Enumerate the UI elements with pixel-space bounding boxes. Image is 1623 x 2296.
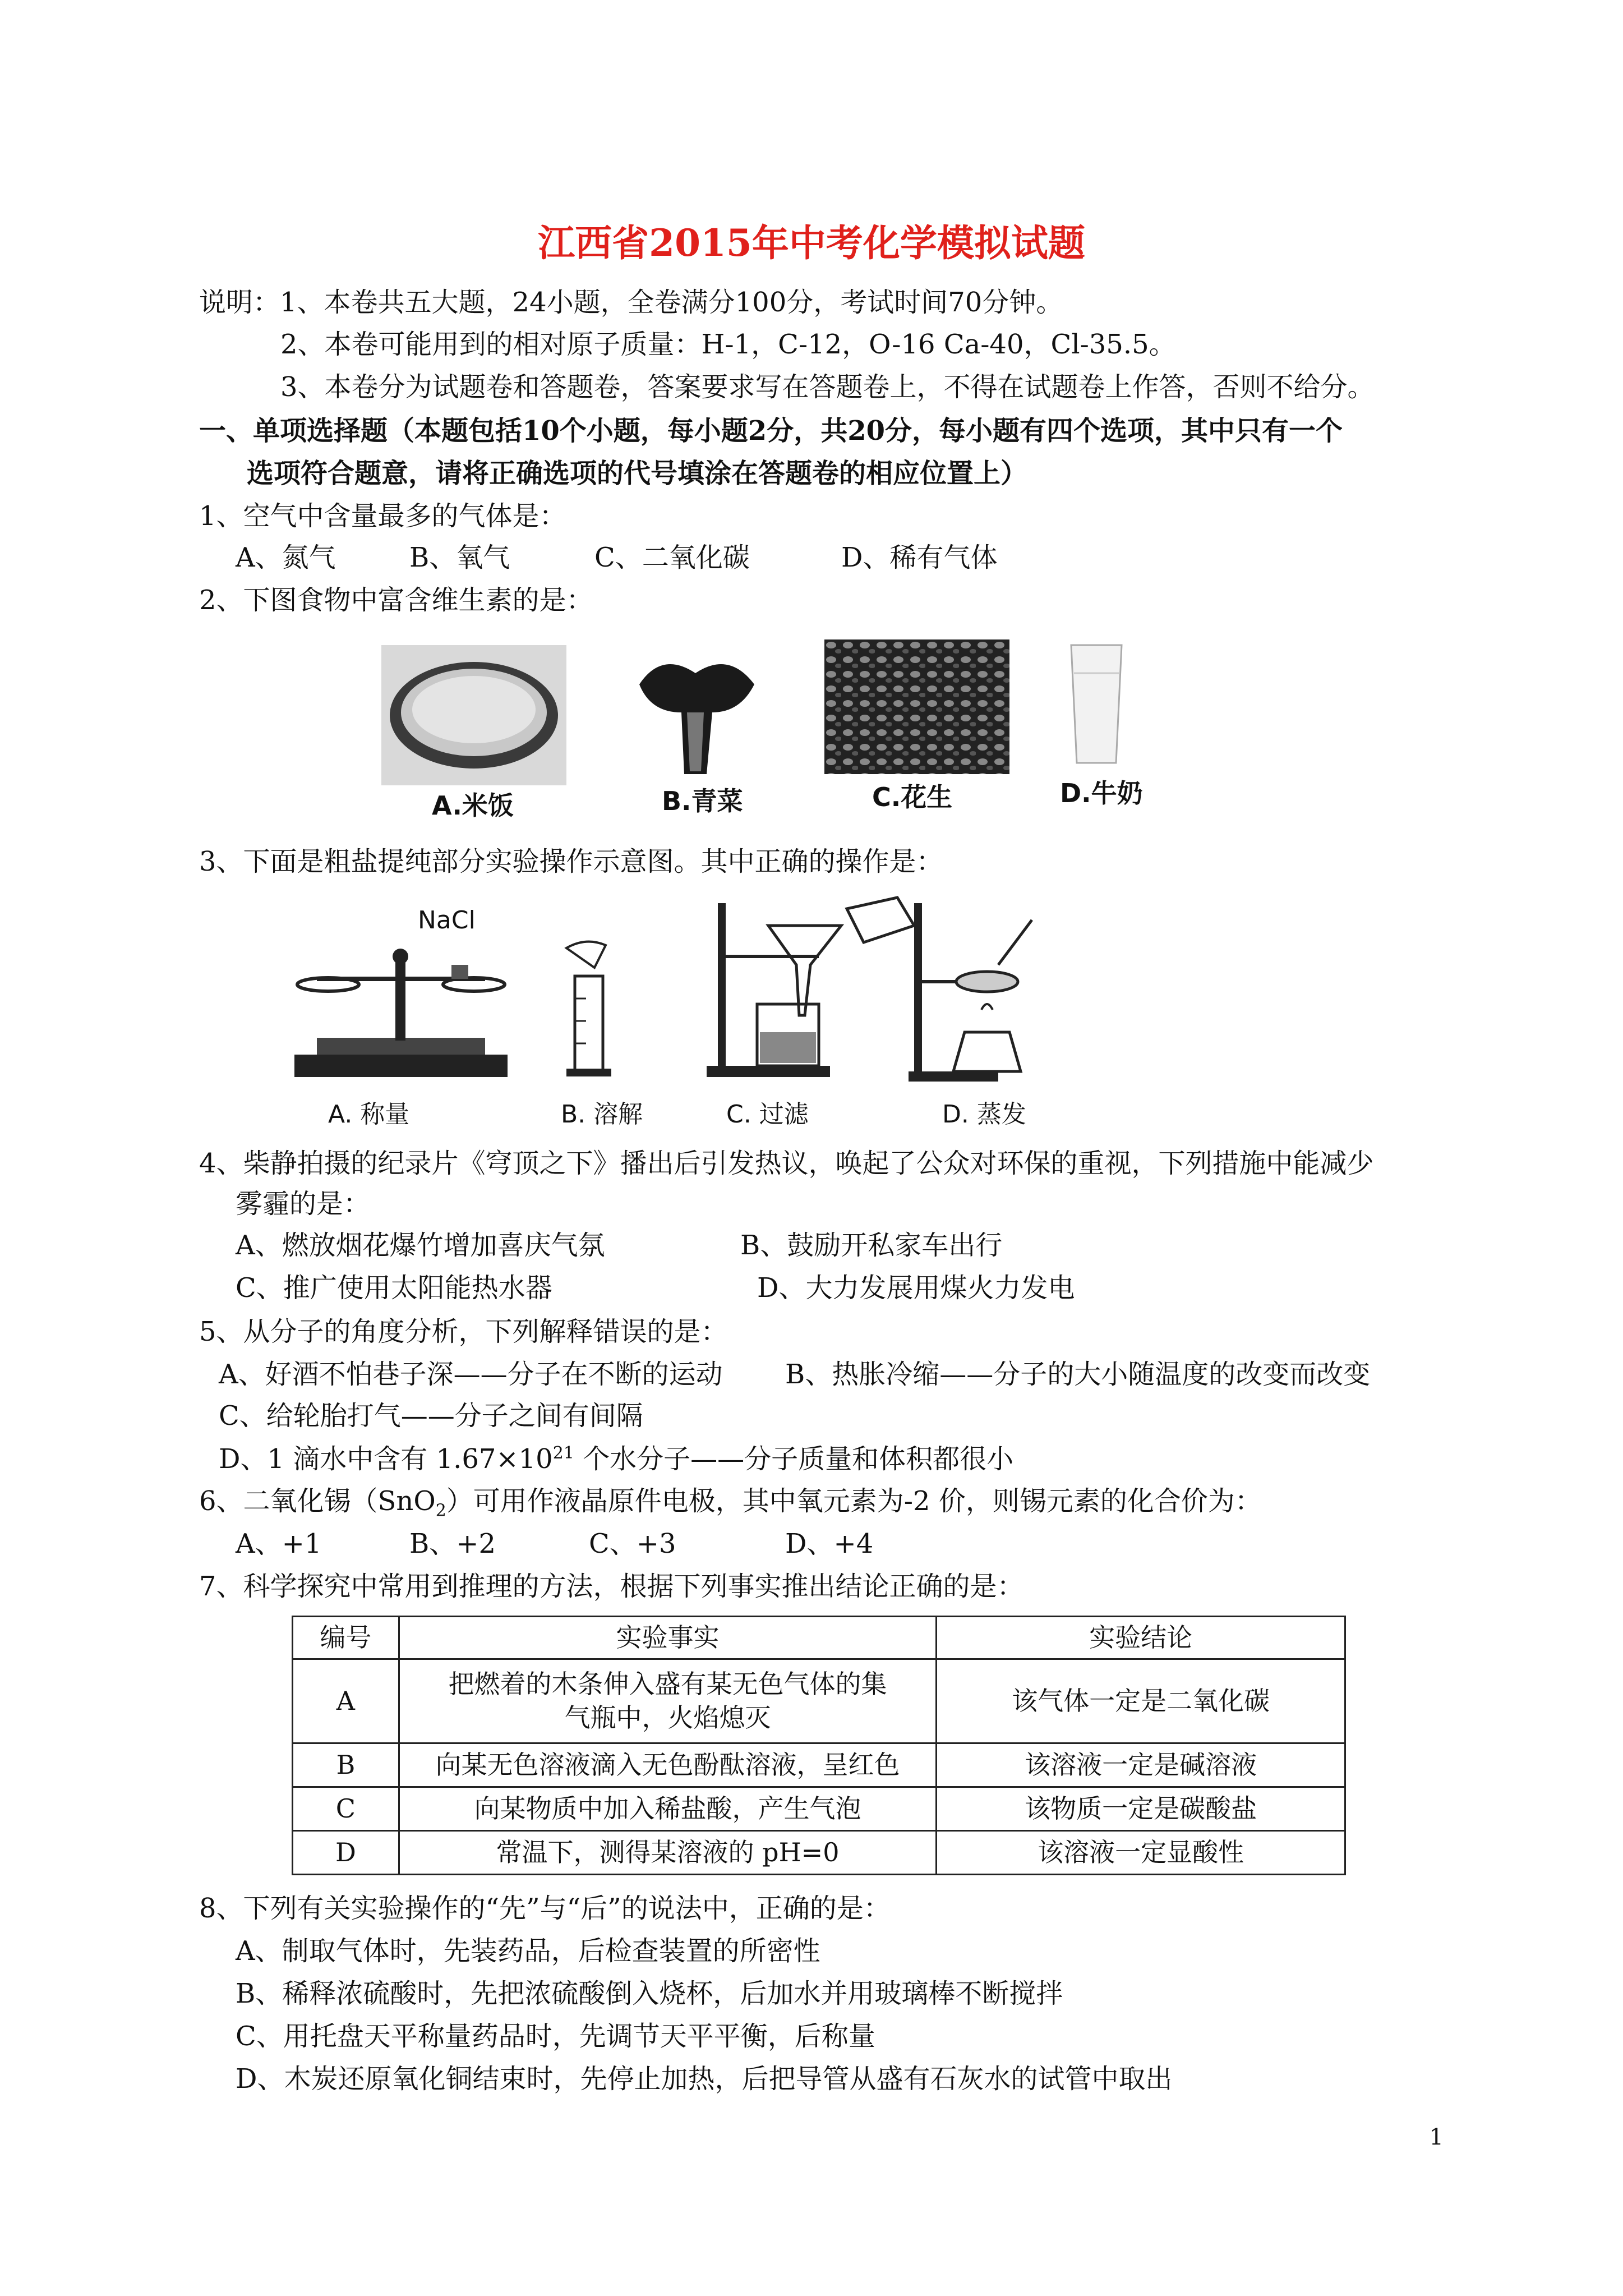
- q2-caption-b: B.青菜: [662, 786, 743, 816]
- q5-option-d: D、1 滴水中含有 $1.67\times 10^{21}$ 个水分子——分子质量和体积都很小: [219, 1443, 1014, 1475]
- row-conclusion: 该物质一定是碳酸盐: [937, 1787, 1345, 1831]
- page-number: 1: [1429, 2124, 1444, 2150]
- q8-option-c: C、用托盘天平称量药品时，先调节天平平衡，后称量: [236, 2021, 875, 2052]
- row-fact: 常温下，测得某溶液的 pH=0: [399, 1831, 936, 1875]
- row-id: D: [293, 1831, 399, 1875]
- row-fact: 向某无色溶液滴入无色酚酞溶液，呈红色: [399, 1743, 936, 1787]
- section-heading-line-1: 一、单项选择题（本题包括10个小题，每小题2分，共20分，每小题有四个选项，其中只有一个: [199, 415, 1343, 447]
- table-header-id: 编号: [293, 1617, 399, 1659]
- q4-option-c: C、推广使用太阳能热水器: [236, 1272, 552, 1304]
- q4-option-d: D、大力发展用煤火力发电: [757, 1272, 1075, 1304]
- q4-option-a: A、燃放烟花爆竹增加喜庆气氛: [236, 1230, 605, 1261]
- table-header-conclusion: 实验结论: [937, 1617, 1345, 1659]
- row-conclusion: 该气体一定是二氧化碳: [937, 1659, 1345, 1743]
- q2-caption-d: D.牛奶: [1060, 778, 1143, 808]
- q6-option-a: A、+1: [236, 1528, 322, 1559]
- q8-stem: 8、下列有关实验操作的“先”与“后”的说法中，正确的是：: [199, 1893, 891, 1924]
- q2-caption-c: C.花生: [872, 782, 953, 812]
- filter-diagram: [707, 892, 920, 1083]
- vegetable-image: [628, 651, 763, 780]
- table-header-row: [293, 1617, 1345, 1659]
- q5-stem: 5、从分子的角度分析，下列解释错误的是：: [199, 1316, 728, 1347]
- q1-stem: 1、空气中含量最多的气体是：: [199, 500, 566, 532]
- instruction-line-3: 3、本卷分为试题卷和答题卷，答案要求写在答题卷上，不得在试题卷上作答，否则不给分。: [280, 371, 1375, 403]
- table-header-fact: 实验事实: [399, 1617, 936, 1659]
- peanut-image: [824, 639, 1009, 774]
- q4-stem-line-2: 雾霾的是：: [236, 1188, 371, 1220]
- section-heading-line-2: 选项符合题意，请将正确选项的代号填涂在答题卷的相应位置上）: [247, 458, 1028, 489]
- q6-stem: 6、二氧化锡（SnO$_2$）可用作液晶原件电极，其中氧元素为-2 价，则锡元素的化合价为：: [199, 1485, 1262, 1521]
- q8-option-b: B、稀释浓硫酸时，先把浓硫酸倒入烧杯，后加水并用玻璃棒不断搅拌: [236, 1978, 1063, 2009]
- q7-table: [292, 1616, 1346, 1875]
- table-row: [293, 1831, 1345, 1875]
- q1-option-a: A、氮气: [236, 542, 336, 573]
- q3-stem: 3、下面是粗盐提纯部分实验操作示意图。其中正确的操作是：: [199, 846, 943, 877]
- page-title: 江西省2015年中考化学模拟试题: [538, 221, 1085, 265]
- table-row: [293, 1659, 1345, 1743]
- q3-caption-d: D. 蒸发: [942, 1100, 1026, 1129]
- table-row: [293, 1743, 1345, 1787]
- instruction-line-2: 2、本卷可能用到的相对原子质量：H-1，C-12，O-16 Ca-40，Cl-35.5。: [280, 329, 1176, 360]
- q2-stem: 2、下图食物中富含维生素的是：: [199, 585, 593, 616]
- q8-option-a: A、制取气体时，先装药品，后检查装置的所密性: [236, 1935, 820, 1967]
- q3-caption-c: C. 过滤: [726, 1100, 809, 1129]
- row-id: A: [293, 1659, 399, 1743]
- q1-option-c: C、二氧化碳: [594, 542, 750, 573]
- row-id: C: [293, 1787, 399, 1831]
- q4-stem-line-1: 4、柴静拍摄的纪录片《穹顶之下》播出后引发热议，唤起了公众对环保的重视，下列措施中能减少: [199, 1148, 1374, 1179]
- q3-caption-a: A. 称量: [328, 1100, 410, 1129]
- row-conclusion: 该溶液一定是碱溶液: [937, 1743, 1345, 1787]
- q2-caption-a: A.米饭: [432, 790, 514, 821]
- q5-option-c: C、给轮胎打气——分子之间有间隔: [219, 1400, 643, 1432]
- evaporation-diagram: [909, 898, 1038, 1083]
- q6-option-d: D、+4: [785, 1528, 874, 1559]
- q6-option-b: B、+2: [409, 1528, 496, 1559]
- q8-option-d: D、木炭还原氧化铜结束时，先停止加热，后把导管从盛有石灰水的试管中取出: [236, 2063, 1173, 2095]
- rice-image: [381, 645, 566, 785]
- q6-option-c: C、+3: [589, 1528, 676, 1559]
- row-fact: 向某物质中加入稀盐酸，产生气泡: [399, 1787, 936, 1831]
- row-id: B: [293, 1743, 399, 1787]
- cylinder-diagram: [555, 937, 623, 1083]
- table-row: [293, 1787, 1345, 1831]
- instruction-line-1: 说明：1、本卷共五大题，24小题，全卷满分100分，考试时间70分钟。: [199, 287, 1063, 318]
- row-fact: 把燃着的木条伸入盛有某无色气体的集 气瓶中，火焰熄灭: [399, 1659, 936, 1743]
- q3-caption-b: B. 溶解: [561, 1100, 643, 1129]
- q1-option-b: B、氧气: [409, 542, 510, 573]
- q7-stem: 7、科学探究中常用到推理的方法，根据下列事实推出结论正确的是：: [199, 1571, 1024, 1602]
- milk-image: [1063, 639, 1130, 769]
- q5-option-b: B、热胀冷缩——分子的大小随温度的改变而改变: [785, 1359, 1371, 1390]
- q1-option-d: D、稀有气体: [841, 542, 998, 573]
- row-conclusion: 该溶液一定显酸性: [937, 1831, 1345, 1875]
- q3-nacl-label: NaCl: [418, 906, 476, 935]
- q5-option-a: A、好酒不怕巷子深——分子在不断的运动: [219, 1359, 723, 1390]
- q4-option-b: B、鼓励开私家车出行: [740, 1230, 1003, 1261]
- balance-diagram: [283, 926, 519, 1083]
